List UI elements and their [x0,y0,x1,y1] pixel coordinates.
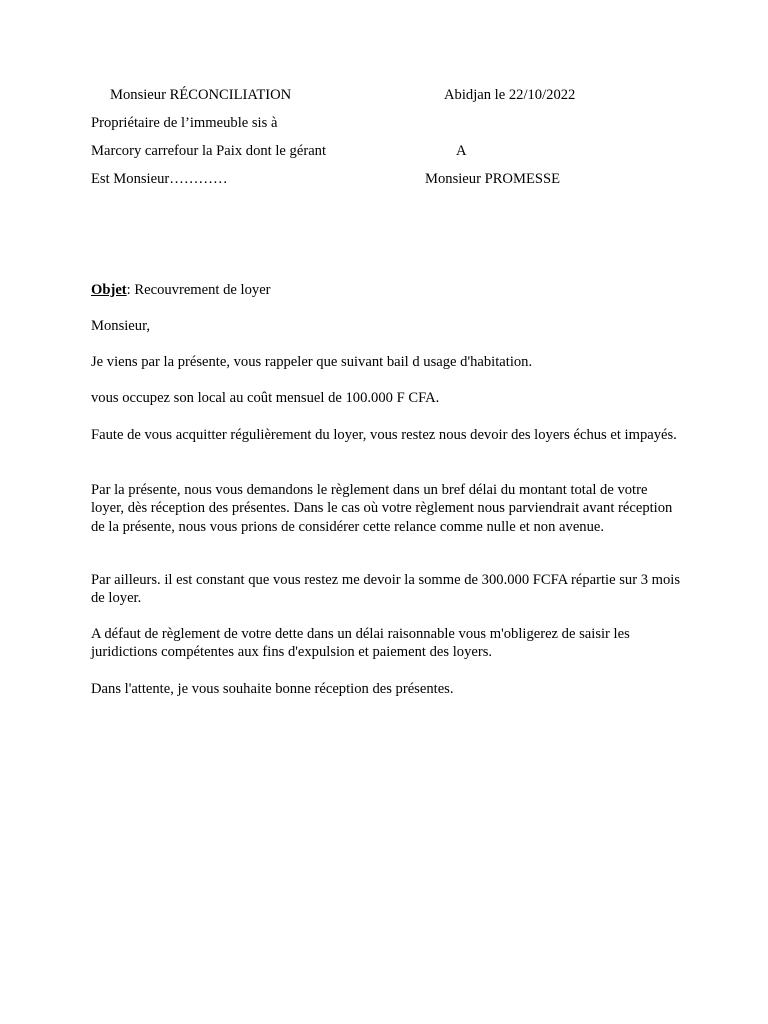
salutation: Monsieur, [91,318,151,334]
body-paragraph-1: Je viens par la présente, vous rappeler que suivant bail d usage d'habitation. [91,354,533,370]
body-paragraph-4: Par la présente, nous vous demandons le règlement dans un bref délai du montant total de votre loyer, dès réception des présentes. Dans le cas où votre règlement nous parviendrait avant réception de la présente, nous vous prions de considérer cette relance comme nulle et non avenue. [91,482,673,535]
place-date: Abidjan le 22/10/2022 [444,87,576,103]
sender-line-1: Propriétaire de l’immeuble sis à [91,115,278,131]
body-paragraph-2: vous occupez son local au coût mensuel de 100.000 F CFA. [91,390,440,406]
subject-text: : Recouvrement de loyer [126,282,271,298]
subject-label: Objet [91,282,127,298]
body-paragraph-7: Dans l'attente, je vous souhaite bonne réception des présentes. [91,681,454,697]
body-paragraph-5: Par ailleurs. il est constant que vous restez me devoir la somme de 300.000 FCFA répartie sur 3 mois de loyer. [91,572,681,607]
body-paragraph-6: A défaut de règlement de votre dette dans un délai raisonnable vous m'obligerez de saisir les juridictions compétentes aux fins d'expulsion et paiement des loyers. [91,626,630,661]
recipient-to: A [456,143,467,159]
sender-name: Monsieur RÉCONCILIATION [110,87,292,103]
sender-line-2: Marcory carrefour la Paix dont le gérant [91,143,327,159]
body-paragraph-3: Faute de vous acquitter régulièrement du loyer, vous restez nous devoir des loyers échus et impayés. [91,427,677,443]
sender-line-3: Est Monsieur………… [91,171,228,187]
subject-line [91,281,271,299]
recipient-name: Monsieur PROMESSE [425,171,561,187]
